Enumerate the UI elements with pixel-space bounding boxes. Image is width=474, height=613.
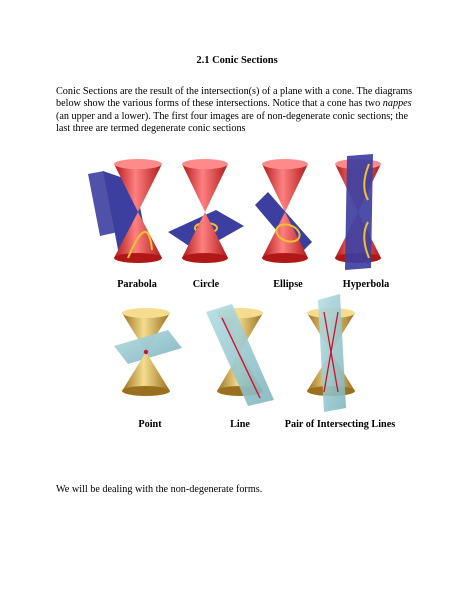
intro-text-end: (an upper and a lower). The first four images are of non-degenerate conic sections; the last three are termed degenerate conic sections <box>56 110 408 134</box>
figure-label-ellipse: Ellipse <box>273 279 303 290</box>
figure-label-hyperbola: Hyperbola <box>342 279 390 290</box>
closing-sentence: We will be dealing with the non-degenerate forms. <box>56 484 263 495</box>
hyperbola-diagram <box>335 154 381 270</box>
line-diagram <box>206 304 274 406</box>
figure-label-parabola: Parabola <box>117 279 157 290</box>
figure-label-circle: Circle <box>192 279 220 290</box>
ellipse-diagram <box>255 159 312 263</box>
intro-text-start: Conic Sections are the result of the intersection(s) of a plane with a cone. The diagrams below show the various forms of these intersections. Notice that a cone has two <box>56 86 413 110</box>
parabola-diagram <box>88 159 162 263</box>
point-diagram <box>114 308 182 396</box>
figure-label-point: Point <box>138 419 162 430</box>
intro-italic-term: nappes <box>382 98 412 110</box>
page-title: 2.1 Conic Sections <box>196 55 278 66</box>
intersecting-lines-diagram <box>307 294 355 412</box>
circle-diagram <box>168 159 244 263</box>
figure-label-intersecting-lines: Pair of Intersecting Lines <box>284 419 396 430</box>
figure-label-line: Line <box>230 419 250 430</box>
